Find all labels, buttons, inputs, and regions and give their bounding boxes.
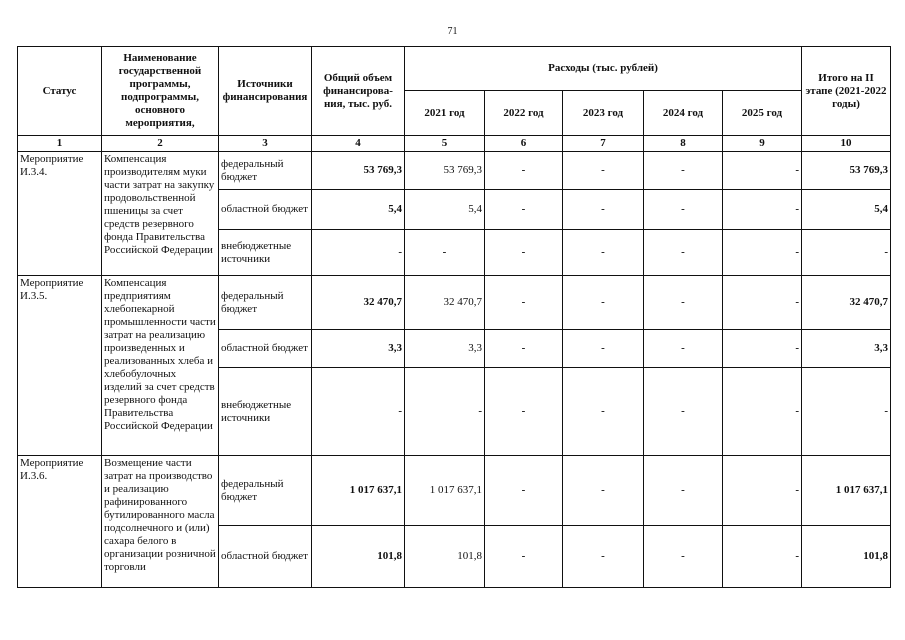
year-2025-cell: - (723, 456, 802, 526)
funding-source: областной бюджет (219, 330, 312, 368)
year-2022-cell: - (485, 368, 563, 456)
total-volume-cell: - (312, 230, 405, 276)
itogo-cell: 32 470,7 (802, 276, 891, 330)
page-number: 71 (447, 26, 458, 37)
year-2024-cell: - (644, 276, 723, 330)
funding-source: федеральный бюджет (219, 276, 312, 330)
year-2022-cell: - (485, 152, 563, 190)
year-2024-cell: - (644, 368, 723, 456)
row-name: Возмещение части затрат на производство и реализацию рафинированного бутилированного масла подсолнечного и (или) сахара белого в организации розничной торговли (102, 456, 219, 588)
year-2021-cell: - (405, 230, 485, 276)
year-2024-cell: - (644, 330, 723, 368)
column-number: 1 (18, 136, 102, 152)
total-volume-cell: 32 470,7 (312, 276, 405, 330)
year-2024-cell: - (644, 152, 723, 190)
year-2023-cell: - (563, 190, 644, 230)
header-name: Наименование государственной программы, подпрограммы, основного мероприятия, (102, 47, 219, 136)
year-2025-cell: - (723, 276, 802, 330)
year-2022-cell: - (485, 526, 563, 588)
row-status: Мероприятие И.3.6. (18, 456, 102, 588)
funding-source: внебюджетные источники (219, 230, 312, 276)
header-year-2025: 2025 год (723, 91, 802, 136)
year-2021-cell: - (405, 368, 485, 456)
row-name: Компенсация производителям муки части затрат на закупку продовольственной пшеницы за счет средств резервного фонда Правительства Российской Федерации (102, 152, 219, 276)
year-2023-cell: - (563, 526, 644, 588)
year-2024-cell: - (644, 456, 723, 526)
year-2021-cell: 1 017 637,1 (405, 456, 485, 526)
itogo-cell: 53 769,3 (802, 152, 891, 190)
funding-source: федеральный бюджет (219, 152, 312, 190)
column-number: 5 (405, 136, 485, 152)
year-2025-cell: - (723, 330, 802, 368)
year-2023-cell: - (563, 230, 644, 276)
year-2023-cell: - (563, 152, 644, 190)
header-itogo: Итого на II этапе (2021-2022 годы) (802, 47, 891, 136)
total-volume-cell: 5,4 (312, 190, 405, 230)
year-2025-cell: - (723, 368, 802, 456)
funding-source: областной бюджет (219, 190, 312, 230)
total-volume-cell: - (312, 368, 405, 456)
year-2024-cell: - (644, 230, 723, 276)
year-2025-cell: - (723, 230, 802, 276)
total-volume-cell: 3,3 (312, 330, 405, 368)
year-2022-cell: - (485, 230, 563, 276)
itogo-cell: 1 017 637,1 (802, 456, 891, 526)
header-total-volume: Общий объем финансирова-ния, тыс. руб. (312, 47, 405, 136)
year-2023-cell: - (563, 456, 644, 526)
column-number: 7 (563, 136, 644, 152)
total-volume-cell: 1 017 637,1 (312, 456, 405, 526)
year-2021-cell: 5,4 (405, 190, 485, 230)
year-2022-cell: - (485, 456, 563, 526)
column-number: 4 (312, 136, 405, 152)
year-2023-cell: - (563, 276, 644, 330)
funding-table (17, 46, 891, 588)
year-2024-cell: - (644, 190, 723, 230)
year-2024-cell: - (644, 526, 723, 588)
year-2022-cell: - (485, 330, 563, 368)
itogo-cell: 5,4 (802, 190, 891, 230)
total-volume-cell: 101,8 (312, 526, 405, 588)
year-2025-cell: - (723, 526, 802, 588)
year-2023-cell: - (563, 330, 644, 368)
year-2022-cell: - (485, 190, 563, 230)
column-number-row (18, 136, 891, 152)
funding-source: областной бюджет (219, 526, 312, 588)
itogo-cell: - (802, 368, 891, 456)
itogo-cell: 101,8 (802, 526, 891, 588)
table-row (18, 152, 891, 190)
itogo-cell: - (802, 230, 891, 276)
total-volume-cell: 53 769,3 (312, 152, 405, 190)
column-number: 10 (802, 136, 891, 152)
itogo-cell: 3,3 (802, 330, 891, 368)
funding-source: федеральный бюджет (219, 456, 312, 526)
column-number: 3 (219, 136, 312, 152)
year-2021-cell: 32 470,7 (405, 276, 485, 330)
year-2022-cell: - (485, 276, 563, 330)
header-expenses: Расходы (тыс. рублей) (405, 47, 802, 91)
table-row (18, 456, 891, 526)
header-year-2021: 2021 год (405, 91, 485, 136)
header-year-2023: 2023 год (563, 91, 644, 136)
year-2021-cell: 101,8 (405, 526, 485, 588)
header-year-2024: 2024 год (644, 91, 723, 136)
header-sources: Источники финансирования (219, 47, 312, 136)
row-name: Компенсация предприятиям хлебопекарной промышленности части затрат на реализацию произведенных и реализованных хлеба и хлебобулочных изделий за счет средств резервного фонда Правительства Российской Федерации (102, 276, 219, 456)
row-status: Мероприятие И.3.4. (18, 152, 102, 276)
header-status: Статус (18, 47, 102, 136)
column-number: 9 (723, 136, 802, 152)
table-row (18, 276, 891, 330)
year-2025-cell: - (723, 190, 802, 230)
header-year-2022: 2022 год (485, 91, 563, 136)
year-2021-cell: 3,3 (405, 330, 485, 368)
funding-source: внебюджетные источники (219, 368, 312, 456)
year-2023-cell: - (563, 368, 644, 456)
column-number: 8 (644, 136, 723, 152)
year-2025-cell: - (723, 152, 802, 190)
column-number: 2 (102, 136, 219, 152)
column-number: 6 (485, 136, 563, 152)
row-status: Мероприятие И.3.5. (18, 276, 102, 456)
year-2021-cell: 53 769,3 (405, 152, 485, 190)
